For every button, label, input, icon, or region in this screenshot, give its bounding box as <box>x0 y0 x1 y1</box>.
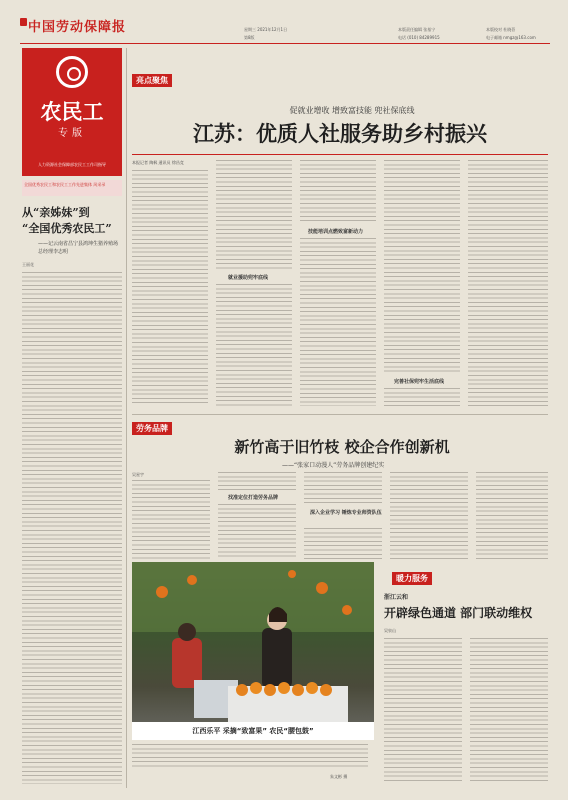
banner-title: 农民工 <box>40 99 104 124</box>
brand-col-2 <box>218 472 296 492</box>
lead-headline: 江苏：优质人社服务助乡村振兴 <box>193 121 487 146</box>
sidebar <box>22 48 122 788</box>
lead-byline: 本报记者 陶枫 通讯员 徐昌竞 <box>132 160 184 165</box>
lead-story <box>132 48 548 410</box>
lead-col-4b <box>384 388 460 406</box>
lead-col-5 <box>468 160 548 406</box>
sponsor-line: 人力资源社会保障部农民工工作司指导 <box>38 162 106 167</box>
brand-col-3 <box>304 472 382 506</box>
email-line: 电子邮箱 nmgz@163.com <box>486 35 536 40</box>
paper-name: 中国劳动保障报 <box>28 20 127 35</box>
news-photo <box>132 562 374 740</box>
lead-section-tag: 亮点聚焦 <box>132 74 172 87</box>
editor-line: 本版责任编辑 张基宁 <box>398 27 436 32</box>
date-line: 星期三 2021年12月1日 <box>244 27 288 32</box>
brand-col-1 <box>132 480 210 560</box>
masthead-rule <box>20 43 550 44</box>
sidebar-divider <box>126 48 127 788</box>
lead-col-4 <box>384 160 460 374</box>
banner <box>22 48 122 176</box>
lead-subhead-1: 就业援助兜牢底线 <box>228 275 269 281</box>
brand-col-2b <box>218 504 296 560</box>
lead-rule <box>132 154 548 155</box>
service-col-2 <box>470 638 548 784</box>
sidebar-byline: 王丽花 <box>22 262 34 267</box>
service-story <box>374 562 548 788</box>
brand-subtitle: ——“张家口动漫人”劳务品牌创建纪实 <box>282 462 385 469</box>
brand-top-rule <box>132 414 548 415</box>
paper-logo-icon <box>20 18 27 26</box>
column-tag: 全国优秀农民工和农民工工作先进集体 风采录 <box>22 180 122 196</box>
banner-sub: 专版 <box>58 128 86 139</box>
service-headline: 开辟绿色通道 部门联动维权 <box>384 606 533 620</box>
service-col-1 <box>384 638 462 784</box>
lead-subhead-2: 技能培训点燃致富新动力 <box>308 229 364 235</box>
sidebar-article-title-1: 从“亲姊妹”到 <box>22 206 90 219</box>
brand-col-3b <box>304 528 382 560</box>
sidebar-article-subtitle: ——记云南省昌宁县鸿坤生猪养殖场总经理李志明 <box>38 241 119 255</box>
orchard-illustration-icon <box>132 562 374 740</box>
brand-section-tag: 劳务品牌 <box>132 422 172 435</box>
brand-subhead-2: 深入企业学习 锤炼专业师资队伍 <box>310 510 382 516</box>
lead-kicker: 促就业增收 增致富技能 兜社保底线 <box>289 106 415 115</box>
brand-headline: 新竹高于旧竹枝 校企合作创新机 <box>234 438 450 456</box>
lead-col-2 <box>216 160 292 270</box>
brand-byline: 吴星宇 <box>132 472 144 477</box>
photo-caption-body <box>132 744 368 770</box>
lead-subhead-3: 完善社保兜牢生活底线 <box>394 379 445 385</box>
brand-col-5 <box>476 472 548 560</box>
lead-col-3b <box>300 238 376 406</box>
service-section-tag: 暖力服务 <box>392 572 432 585</box>
edition-number: 第8版 <box>244 35 255 40</box>
lead-col-2b <box>216 284 292 406</box>
sidebar-article-title-2: “全国优秀农民工” <box>22 222 112 235</box>
sidebar-body-text <box>22 272 122 784</box>
phone-line: 电话 (010) 84289915 <box>398 35 440 40</box>
photo-caption: 江西乐平 采摘“致富果” 农民“腰包鼓” <box>192 727 314 735</box>
brand-story <box>132 414 548 560</box>
brand-subhead-1: 找准定位打造劳务品牌 <box>228 495 279 501</box>
brand-col-4 <box>390 472 468 560</box>
union-emblem-icon <box>56 56 88 88</box>
proofreader-line: 本版校对 杜晓蓓 <box>486 27 516 32</box>
service-region: 浙江云和 <box>384 594 409 601</box>
service-byline: 吴泉山 <box>384 628 396 633</box>
lead-col-3 <box>300 160 376 224</box>
lead-col-1 <box>132 170 208 406</box>
photo-credit: 朱文彬 摄 <box>330 774 348 779</box>
masthead <box>0 0 568 44</box>
